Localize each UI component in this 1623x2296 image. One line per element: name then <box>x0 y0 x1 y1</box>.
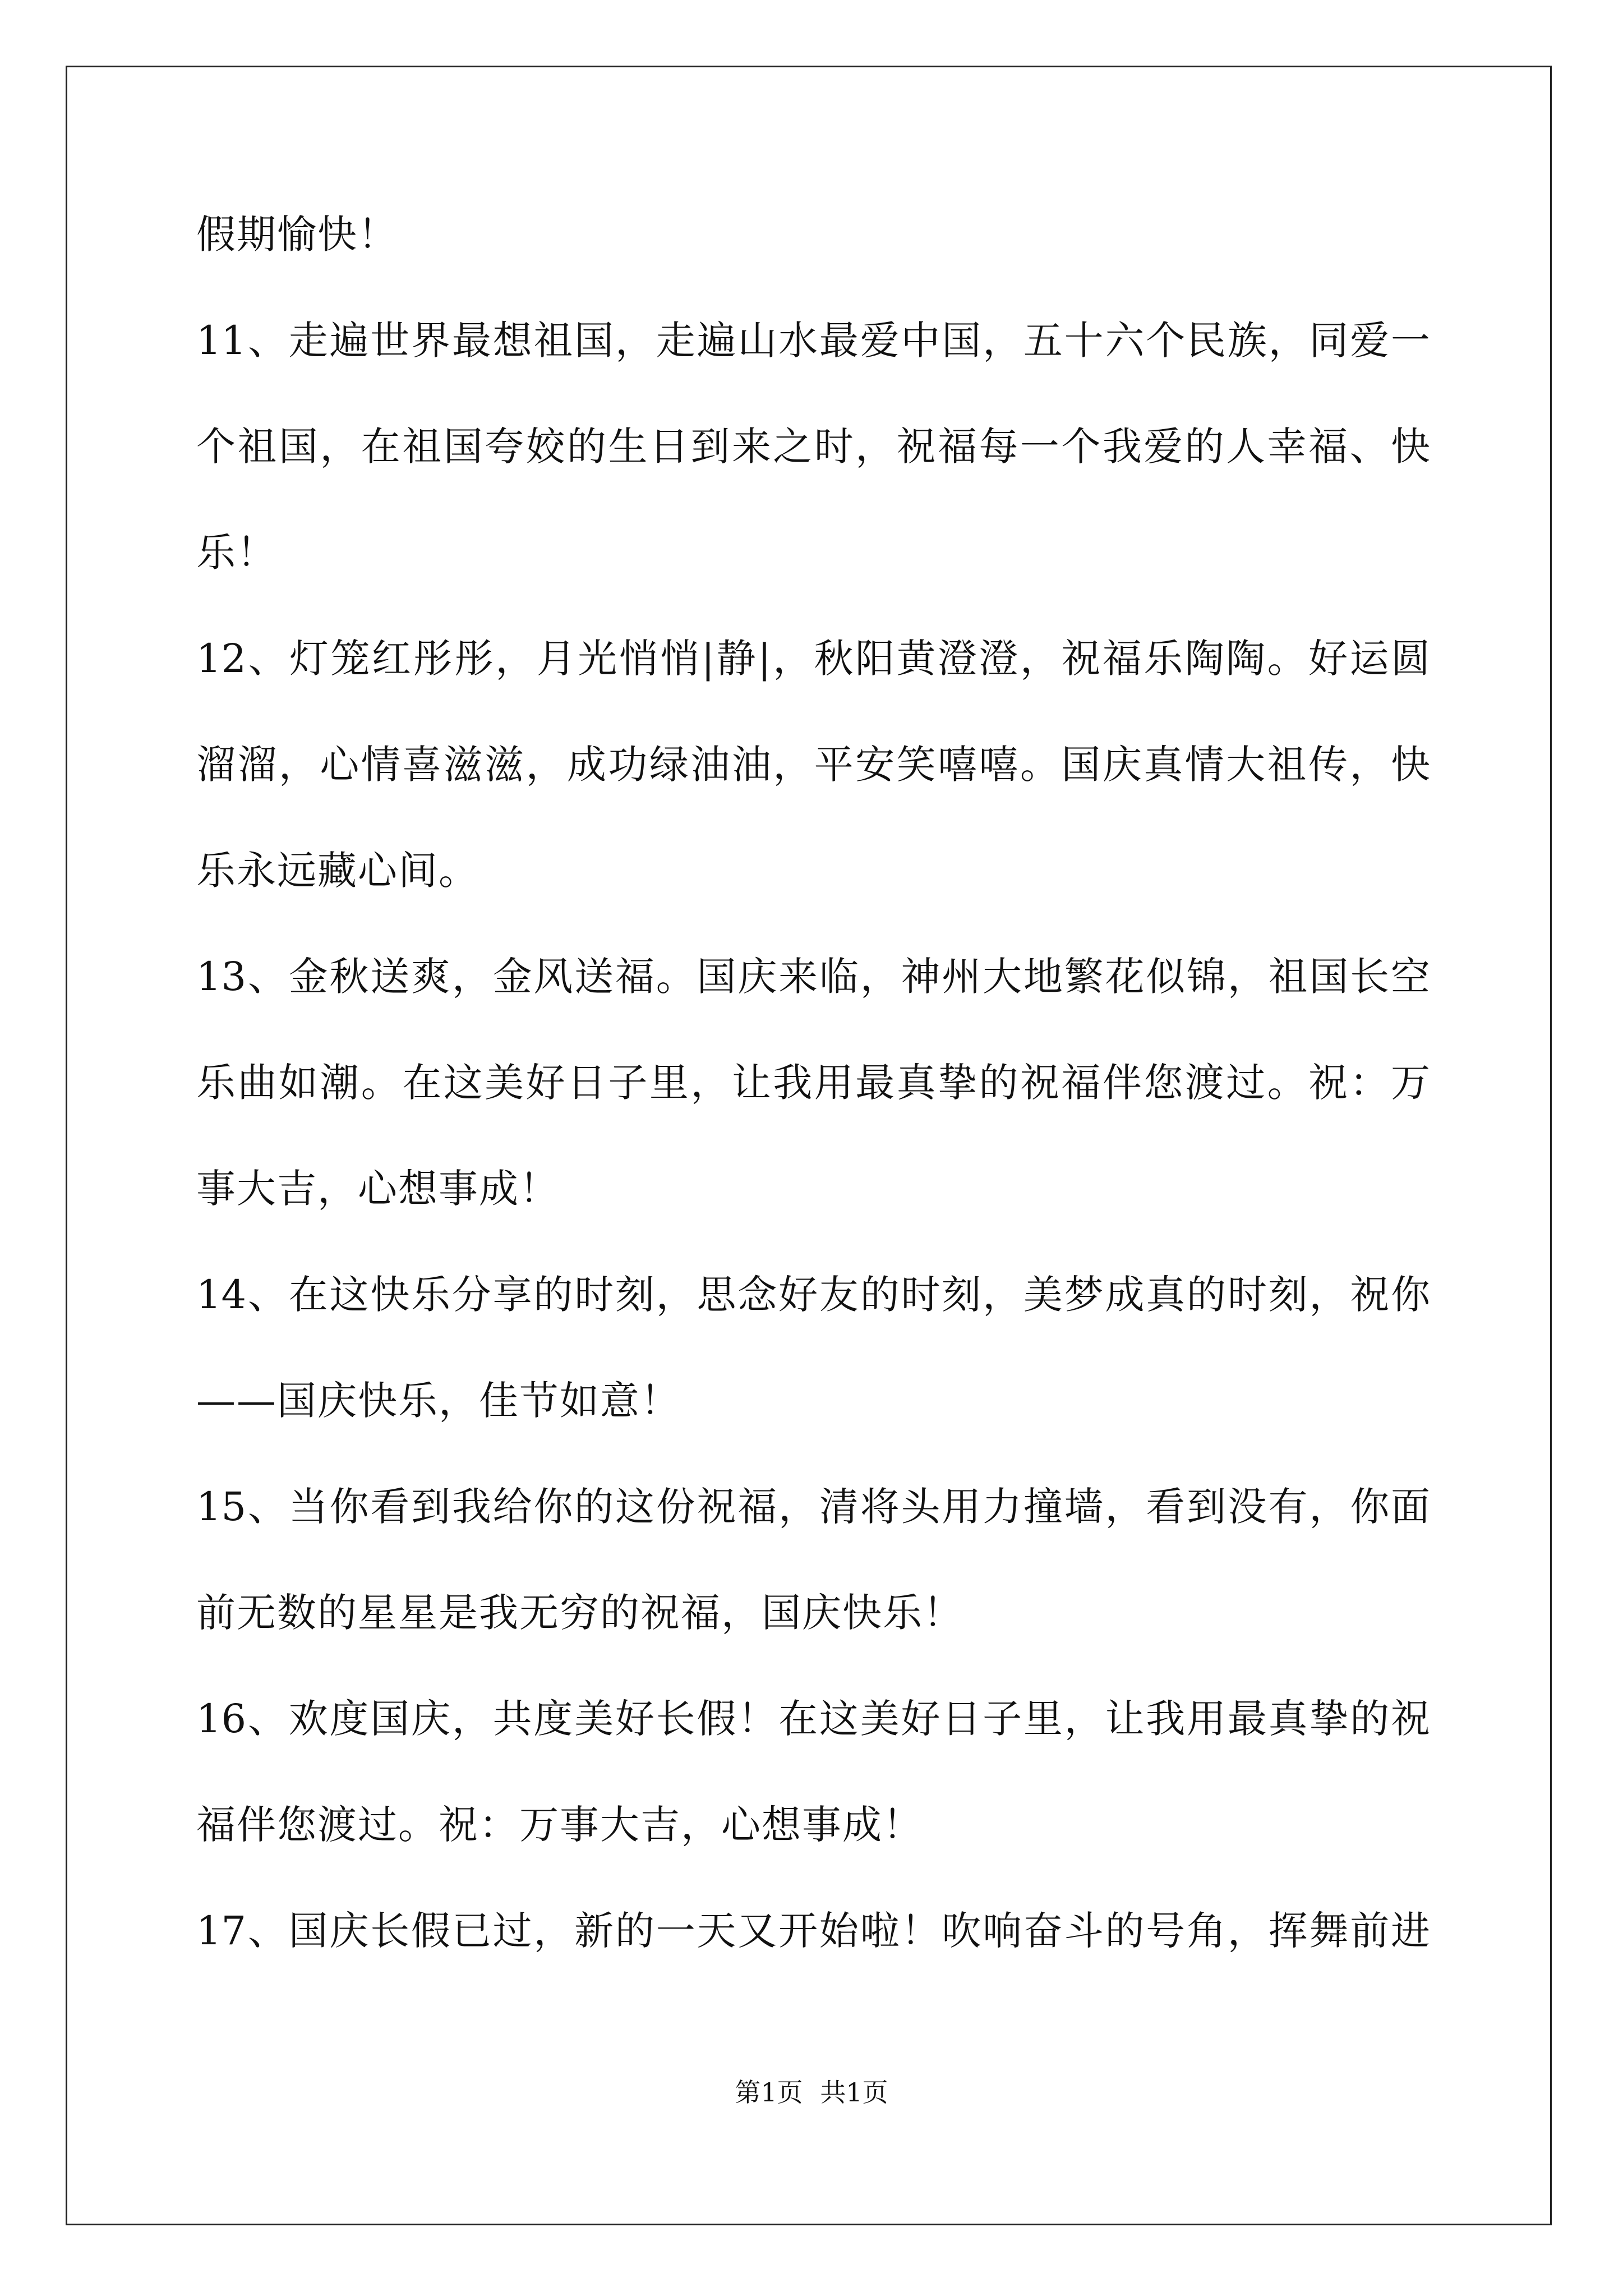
document-body <box>196 201 1430 2003</box>
text-line-16: 福伴您渡过。祝：万事大吉，心想事成！ <box>196 1802 923 1848</box>
text-line-13: 15、当你看到我给你的这份祝福，清将头用力撞墙，看到没有，你面 <box>196 1484 1430 1530</box>
text-line-6: 溜溜，心情喜滋滋，成功绿油油，平安笑嘻嘻。国庆真情大祖传，快 <box>196 742 1430 788</box>
text-line-1: 假期愉快！ <box>196 211 398 257</box>
text-line-12: ——国庆快乐，佳节如意！ <box>196 1378 681 1424</box>
text-line-9: 乐曲如潮。在这美好日子里，让我用最真挚的祝福伴您渡过。祝：万 <box>196 1060 1430 1106</box>
text-line-10: 事大吉，心想事成！ <box>196 1166 560 1212</box>
text-line-4: 乐！ <box>196 530 277 576</box>
text-line-3: 个祖国，在祖国夸姣的生日到来之时，祝福每一个我爱的人幸福、快 <box>196 424 1430 470</box>
text-line-11: 14、在这快乐分享的时刻，思念好友的时刻，美梦成真的时刻，祝你 <box>196 1272 1430 1318</box>
text-line-8: 13、金秋送爽，金风送福。国庆来临，神州大地繁花似锦，祖国长空 <box>196 954 1430 1000</box>
page-total: 共1页 <box>820 2077 888 2108</box>
text-line-17: 17、国庆长假已过，新的一天又开始啦！吹响奋斗的号角，挥舞前进 <box>196 1908 1430 1954</box>
text-line-15: 16、欢度国庆，共度美好长假！在这美好日子里，让我用最真挚的祝 <box>196 1696 1430 1742</box>
page-number: 第1页 <box>735 2077 803 2108</box>
text-line-5: 12、灯笼红彤彤，月光悄悄|静|，秋阳黄澄澄，祝福乐陶陶。好运圆 <box>196 636 1430 682</box>
text-line-2: 11、走遍世界最想祖国，走遍山水最爱中国，五十六个民族，同爱一 <box>196 318 1430 364</box>
page-footer <box>0 2076 1623 2109</box>
text-line-14: 前无数的星星是我无穷的祝福，国庆快乐！ <box>196 1590 963 1636</box>
text-line-7: 乐永远藏心间。 <box>196 848 479 894</box>
